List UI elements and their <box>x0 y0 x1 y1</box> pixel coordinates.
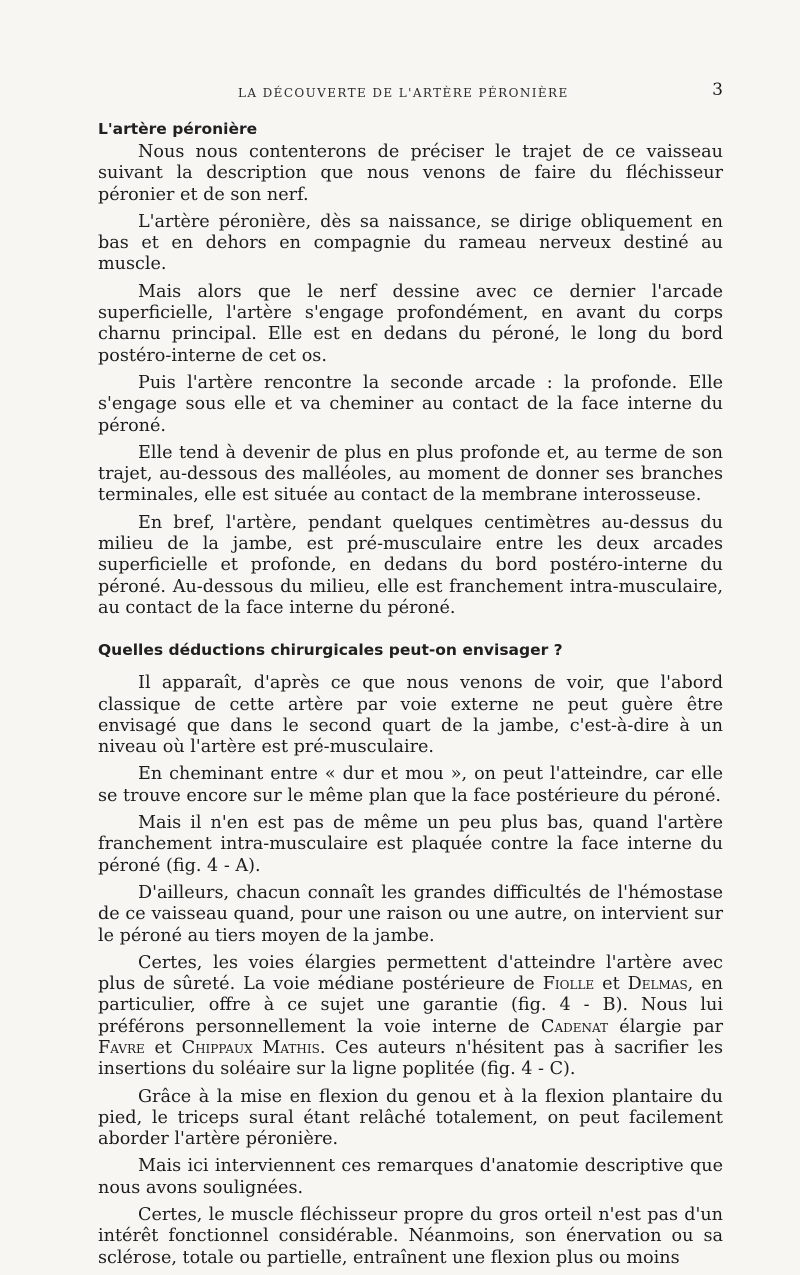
text-run: et <box>594 974 628 995</box>
paragraph: D'ailleurs, chacun connaît les grandes difficultés de l'hémostase de ce vaisseau quand, pour une raison ou une autre, on intervient sur le péroné au tiers moyen de la jambe. <box>98 882 723 946</box>
author-name: Chippaux Mathis <box>181 1037 320 1058</box>
paragraph: L'artère péronière, dès sa naissance, se dirige obliquement en bas et en dehors en compagnie du rameau nerveux destiné au muscle. <box>98 211 723 275</box>
paragraph: Grâce à la mise en flexion du genou et à la flexion plantaire du pied, le triceps sural étant relâché totalement, on peut facilement aborder l'artère péronière. <box>98 1086 723 1150</box>
paragraph: Mais il n'en est pas de même un peu plus bas, quand l'artère franchement intra-musculaire est plaquée contre la face interne du péroné (fig. 4 - A). <box>98 813 723 876</box>
paragraph: Elle tend à devenir de plus en plus profonde et, au terme de son trajet, au-dessous des malléoles, au moment de donner ses branches terminales, elle est située au contact de la membrane interosseuse. <box>98 442 723 506</box>
running-head <box>98 78 723 108</box>
text-run: élargie par <box>608 1016 723 1037</box>
section-heading-surgical: Quelles déductions chirurgicales peut-on envisager ? <box>98 641 563 660</box>
author-name: Fiolle <box>542 974 595 995</box>
paragraph: Certes, le muscle fléchisseur propre du gros orteil n'est pas d'un intérêt fonctionnel considérable. Néanmoins, son énervation ou sa sclérose, totale ou partielle, entraînent une flexion plus ou moins <box>98 1205 723 1268</box>
section-heading-artery: L'artère péronière <box>98 120 258 138</box>
author-name: Cadenat <box>540 1016 609 1037</box>
author-name: Delmas <box>627 974 688 995</box>
paragraph: En bref, l'artère, pendant quelques centimètres au-dessus du milieu de la jambe, est pré-musculaire entre les deux arcades superficielle et profonde, en dedans du bord postéro-interne du péroné. Au-dessous du milieu, elle est franchement intra-musculaire, au contact de la face interne du péroné. <box>98 512 723 618</box>
paragraph-with-authors <box>98 953 723 1081</box>
book-page <box>98 78 723 1275</box>
text-run: . Ces auteurs n'hésitent pas à sacrifier les insertions du soléaire sur la ligne poplitée (fig. 4 - C). <box>98 1037 723 1080</box>
author-name: Favre <box>98 1037 145 1058</box>
paragraph: Mais alors que le nerf dessine avec ce dernier l'arcade superficielle, l'artère s'engage profondément, en avant du corps charnu principal. Elle est en dedans du péroné, le long du bord postéro-interne de cet os. <box>98 281 723 366</box>
text-run: , en particulier, offre à ce sujet une garantie (fig. 4 - B). Nous lui préférons personnellement la voie interne de <box>98 974 723 1037</box>
text-run: et <box>144 1037 182 1058</box>
paragraph: Il apparaît, d'après ce que nous venons de voir, que l'abord classique de cette artère par voie externe ne peut guère être envisagé que dans le second quart de la jambe, c'est-à-dire à un niveau où l'artère est pré-musculaire. <box>98 673 723 758</box>
paragraph: Nous nous contenterons de préciser le trajet de ce vaisseau suivant la description que nous venons de faire du fléchisseur péronier et de son nerf. <box>98 142 723 205</box>
paragraph: Puis l'artère rencontre la seconde arcade : la profonde. Elle s'engage sous elle et va cheminer au contact de la face interne du péroné. <box>98 372 723 436</box>
paragraph: Mais ici interviennent ces remarques d'anatomie descriptive que nous avons soulignées. <box>98 1156 723 1198</box>
page-number: 3 <box>712 80 723 100</box>
running-title: LA DÉCOUVERTE DE L'ARTÈRE PÉRONIÈRE <box>238 86 569 100</box>
paragraph: En cheminant entre « dur et mou », on peut l'atteindre, car elle se trouve encore sur le même plan que la face postérieure du péroné. <box>98 764 723 806</box>
text-run: Certes, les voies élargies permettent d'atteindre l'artère avec plus de sûreté. La voie médiane postérieure de <box>98 952 723 995</box>
